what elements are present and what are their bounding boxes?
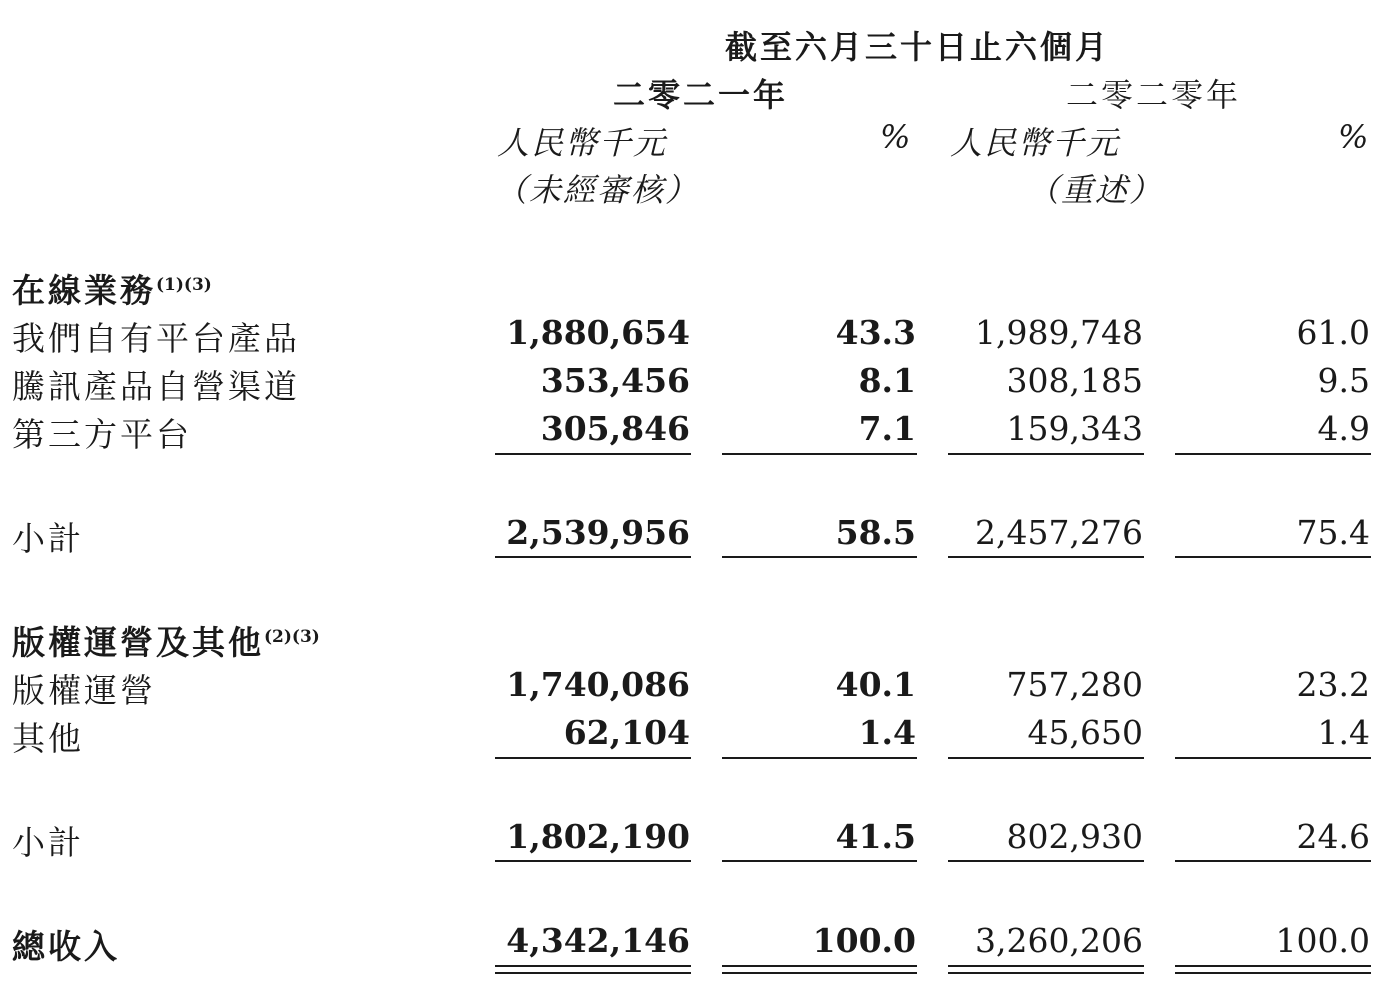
underline-rule [495,453,691,455]
total-pct-2020: 100.0 [1275,921,1370,960]
section-title-online [12,265,212,312]
total-value-2021: 4,342,146 [506,921,690,960]
subtotal-pct-2020: 75.4 [1296,513,1370,552]
value-2020: 159,343 [1006,409,1143,448]
underline-rule [1175,860,1371,862]
value-2020: 308,185 [1006,361,1143,400]
underline-rule [948,757,1144,759]
row-label: 騰訊產品自營渠道 [12,367,300,406]
total-label: 總收入 [12,927,120,966]
subtotal-pct-2021: 58.5 [835,513,916,552]
underline-rule [495,556,691,558]
value-2020: 1,989,748 [975,313,1143,352]
section-title-copyright [12,617,320,664]
double-rule-top [495,965,691,967]
pct-2020: 23.2 [1296,665,1370,704]
underline-rule [722,757,917,759]
subtotal-label: 小計 [12,519,84,558]
underline-rule [722,556,917,558]
underline-rule [1175,757,1371,759]
footnote-ref: (1)(3) [156,275,212,295]
pct-2020: 9.5 [1317,361,1370,400]
note-2020-heading: （重述） [1027,171,1164,209]
double-rule-bottom [1175,972,1371,974]
value-2021: 1,740,086 [506,665,690,704]
value-2021: 1,880,654 [506,313,690,352]
footnote-ref: (2)(3) [264,627,320,647]
period-heading: 截至六月三十日止六個月 [725,28,1111,66]
underline-rule [948,556,1144,558]
underline-rule [495,757,691,759]
row-label: 其他 [12,719,84,758]
note-2021-heading: （未經審核） [495,171,700,209]
pct-2021: 8.1 [858,361,916,400]
pct-2021: 7.1 [858,409,916,448]
year-2021-heading: 二零二一年 [613,76,789,114]
subtotal-value-2021: 1,802,190 [506,817,690,856]
unit-2020-heading: 人民幣千元 [950,124,1121,162]
unit-2021-heading: 人民幣千元 [497,124,668,162]
double-rule-bottom [722,972,917,974]
value-2021: 353,456 [540,361,690,400]
underline-rule [948,860,1144,862]
value-2021: 305,846 [540,409,690,448]
pct-2020: 4.9 [1317,409,1370,448]
subtotal-value-2020: 2,457,276 [975,513,1143,552]
underline-rule [1175,556,1371,558]
pct-2020-heading: % [1338,118,1371,156]
underline-rule [722,860,917,862]
double-rule-bottom [948,972,1144,974]
pct-2021-heading: % [880,118,913,156]
underline-rule [948,453,1144,455]
pct-2021: 40.1 [835,665,916,704]
total-pct-2021: 100.0 [812,921,916,960]
row-label: 第三方平台 [12,415,192,454]
subtotal-label: 小計 [12,823,84,862]
double-rule-top [948,965,1144,967]
row-label: 我們自有平台產品 [12,319,300,358]
total-value-2020: 3,260,206 [975,921,1143,960]
underline-rule [495,860,691,862]
double-rule-top [722,965,917,967]
subtotal-pct-2020: 24.6 [1296,817,1370,856]
pct-2021: 43.3 [835,313,916,352]
value-2020: 757,280 [1006,665,1143,704]
pct-2020: 1.4 [1317,713,1370,752]
pct-2020: 61.0 [1296,313,1370,352]
underline-rule [1175,453,1371,455]
pct-2021: 1.4 [858,713,916,752]
value-2021: 62,104 [563,713,690,752]
value-2020: 45,650 [1027,713,1143,752]
underline-rule [722,453,917,455]
subtotal-value-2021: 2,539,956 [506,513,690,552]
row-label: 版權運營 [12,671,156,710]
year-2020-heading: 二零二零年 [1066,76,1242,114]
subtotal-pct-2021: 41.5 [835,817,916,856]
double-rule-bottom [495,972,691,974]
double-rule-top [1175,965,1371,967]
subtotal-value-2020: 802,930 [1006,817,1143,856]
section-title-copyright-text: 版權運營及其他 [12,623,264,662]
section-title-online-text: 在線業務 [12,271,156,310]
